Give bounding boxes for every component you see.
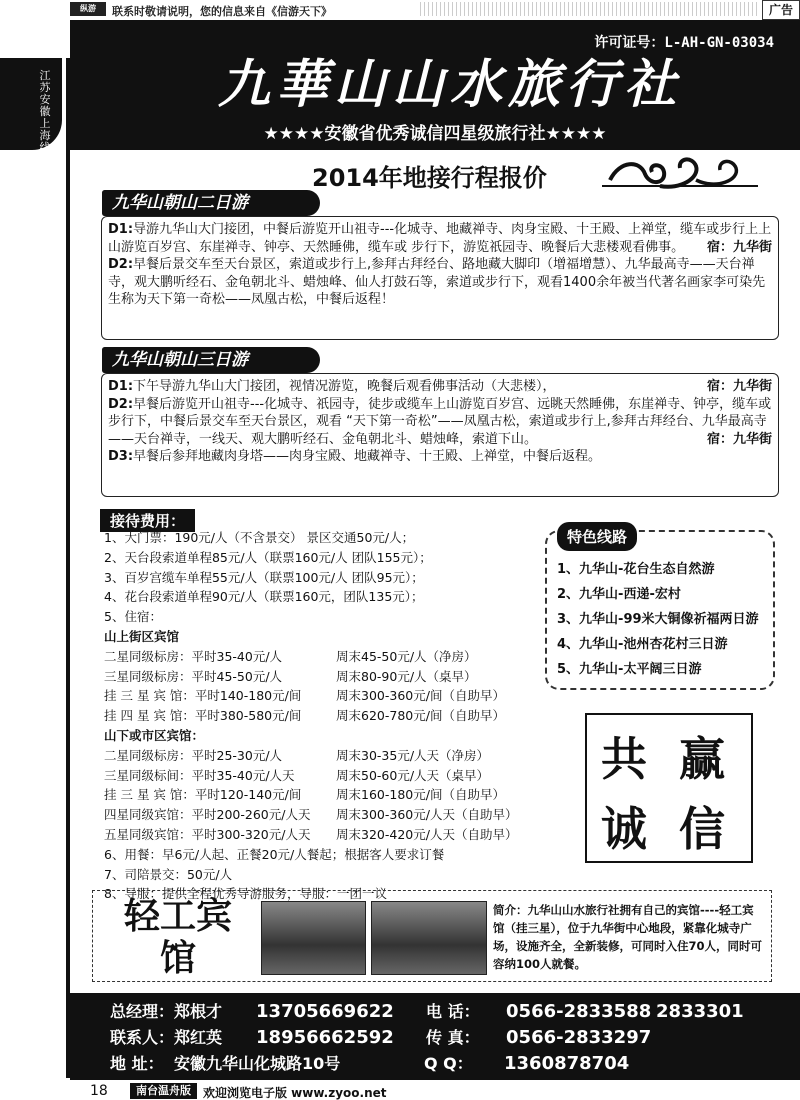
itinerary-day (108, 256, 772, 309)
itinerary-day (108, 448, 772, 466)
contact-label: 联系人： (110, 1028, 175, 1047)
featured-routes-list (557, 557, 759, 682)
hotel-rate-row (104, 825, 517, 845)
tour-two-day-title: 九华山朝山二日游 (102, 190, 320, 216)
agency-name: 九華山山水旅行社 (217, 54, 682, 115)
weekday-rate: 挂 三 星 宾 馆：平时120-140元/间 (104, 787, 302, 803)
fee-item: 7、司陪景交：50元/人 (104, 866, 233, 882)
itinerary-day (108, 378, 772, 396)
weekday-rate: 五星同级宾馆：平时300-320元/人天 (104, 826, 311, 842)
weekend-rate: 周末50-60元/人天（桌早） (336, 767, 490, 783)
tour-two-day-itinerary (101, 216, 779, 340)
decorative-pattern (420, 2, 760, 16)
address: 安徽九华山化城路10号 (174, 1054, 341, 1073)
motto-box (585, 713, 753, 863)
publisher-logo: 纵游 (70, 2, 106, 16)
motto-char: 赢 (679, 732, 725, 786)
weekend-rate: 周末30-35元/人天（净房） (336, 747, 490, 763)
day-label: D3: (108, 449, 134, 464)
fees-list (104, 528, 517, 904)
day-label: D1: (108, 379, 134, 394)
day-label: D1: (108, 222, 134, 237)
edition-badge: 南台温舟版 (130, 1083, 197, 1099)
route-item: 3、九华山-99米大铜像祈福两日游 (557, 612, 759, 627)
license-number: 许可证号：L-AH-GN-03034 (594, 35, 774, 51)
weekend-rate: 周末300-360元/人天（自助早） (336, 807, 518, 823)
hotel-panel (92, 890, 772, 982)
contact-phone: 18956662592 (256, 1027, 394, 1048)
cloud-ornament-icon (600, 150, 760, 194)
fee-item: 2、天台段索道单程85元/人（联票160元/人 团队155元）； (104, 549, 432, 565)
featured-routes (545, 530, 775, 690)
manager-phone: 13705669622 (256, 1001, 394, 1022)
fax-label: 传 真： (426, 1028, 480, 1047)
address-label: 地 址： (110, 1054, 164, 1073)
lodging: 宿：九华街 (706, 379, 772, 394)
weekday-rate: 三星同级标间：平时35-40元/人天 (104, 767, 295, 783)
agency-header (70, 20, 800, 150)
hotel-rate-row (104, 785, 517, 805)
contact-name: 郑红英 (174, 1028, 223, 1047)
weekday-rate: 四星同级宾馆：平时200-260元/人天 (104, 807, 311, 823)
fee-item: 8、导服：提供全程优秀导游服务，导服：一团一议 (104, 886, 387, 902)
weekday-rate: 三星同级标房：平时45-50元/人 (104, 668, 283, 684)
region-tab-label: 江苏安徽上海线 (39, 69, 51, 154)
route-item: 2、九华山-西递-宏村 (557, 587, 681, 602)
contact-row (110, 1051, 629, 1074)
motto-char: 信 (679, 802, 725, 856)
hotel-rate-row (104, 706, 517, 726)
featured-routes-title: 特色线路 (557, 522, 637, 551)
weekday-rate: 二星同级标房：平时35-40元/人 (104, 648, 283, 664)
hotel-name: 轻工宾馆 (123, 895, 232, 979)
weekday-rate: 挂 四 星 宾 馆：平时380-580元/间 (104, 708, 302, 724)
lodging: 宿：九华街 (706, 431, 772, 447)
manager-label: 总经理： (110, 1002, 175, 1021)
day-label: D2: (108, 257, 134, 272)
fee-item: 5、住宿： (104, 609, 162, 625)
page-title: 2014年地接行程报价 (312, 164, 547, 192)
qq-label: Q Q： (424, 1054, 473, 1073)
page-footer (0, 1082, 800, 1100)
hotel-rate-row (104, 647, 517, 667)
website-text: 欢迎浏览电子版 www.zyoo.net (203, 1086, 387, 1100)
day-text: 下午导游九华山大门接团，视情况游览，晚餐后观看佛事活动（大悲楼）， (133, 379, 556, 394)
day-text: 导游九华山大门接团，中餐后游览开山祖寺---化城寺、地藏禅寺、肉身宝殿、十王殿、上禅堂，缆车或步行上上山游览百岁宫、东崖禅寺、钟亭、天然睡佛，缆车或 步行下，游览祇园寺、晚餐后大悲楼观看佛事。 (108, 222, 772, 255)
contact-row (110, 1025, 651, 1048)
hotel-room-photo (261, 901, 366, 975)
hotel-rate-row (104, 766, 517, 786)
tour-three-day-title: 九华山朝山三日游 (102, 347, 320, 373)
contact-row (110, 999, 744, 1022)
side-rule (66, 58, 70, 1078)
tel-number: 0566-2833588 (506, 1001, 652, 1022)
source-notice: 联系时敬请说明，您的信息来自《信游天下》 (112, 5, 332, 18)
hotel-rate-row (104, 746, 517, 766)
weekend-rate: 周末45-50元/人（净房） (336, 648, 477, 664)
top-bar (0, 0, 800, 20)
day-text: 早餐后游览开山祖寺---化城寺、祇园寺，徒步或缆车上山游览百岁宫、远眺天然睡佛，东崖禅寺、钟亭，缆车或步行下，中餐后景交车至天台景区，观看 “天下第一奇松”——凤凰古松，索道或步行上,参拜古拜经台、九华最高寺——天台禅寺，一线天、观大鹏听经石、金龟朝北斗、蜡烛峰，索道下山。 (108, 396, 772, 447)
motto-char: 诚 (601, 802, 647, 856)
hotel-description: 简介：九华山山水旅行社拥有自己的宾馆----轻工宾馆（挂三星），位于九华街中心地段，紧靠化城寺广场，设施齐全，全新装修，可同时入住70人，同时可容纳100人就餐。 (493, 903, 763, 971)
city-hotels-heading: 山下或市区宾馆： (104, 727, 205, 743)
fees-heading: 接待费用： (100, 509, 195, 532)
weekend-rate: 周末620-780元/间（自助早） (336, 708, 505, 724)
itinerary-day (108, 396, 772, 449)
fee-item: 1、大门票：190元/人（不含景交） 景区交通50元/人； (104, 530, 415, 545)
weekday-rate: 二星同级标房：平时25-30元/人 (104, 747, 283, 763)
weekend-rate: 周末300-360元/间（自助早） (336, 688, 505, 704)
route-item: 5、九华山-太平阔三日游 (557, 662, 702, 677)
lodging: 宿：九华街 (706, 239, 772, 255)
weekend-rate: 周末160-180元/间（自助早） (336, 787, 505, 803)
page-number: 18 (90, 1083, 108, 1099)
weekend-rate: 周末80-90元/人（桌早） (336, 668, 477, 684)
fee-item: 6、用餐：早6元/人起、正餐20元/人餐起；根据客人要求订餐 (104, 846, 445, 862)
fee-item: 4、花台段索道单程90元/人（联票160元，团队135元）； (104, 589, 424, 605)
ad-label: 广告 (762, 0, 800, 20)
hotel-rate-row (104, 805, 517, 825)
hotel-rate-row (104, 667, 517, 687)
region-tab (0, 58, 62, 154)
motto-char: 共 (601, 732, 647, 786)
qq-number: 1360878704 (504, 1053, 630, 1074)
hotel-lobby-photo (371, 901, 487, 975)
tour-three-day-itinerary (101, 373, 779, 497)
hotel-rate-row (104, 686, 517, 706)
day-label: D2: (108, 396, 134, 412)
itinerary-day (108, 221, 772, 256)
fax-number: 0566-2833297 (506, 1027, 652, 1048)
route-item: 4、九华山-池州杏花村三日游 (557, 637, 728, 652)
contact-panel (70, 993, 800, 1080)
day-text: 早餐后景交车至天台景区，索道或步行上,参拜古拜经台、路地藏大脚印（增福增慧）、九华最高寺——天台禅寺，观大鹏听经石、金龟朝北斗、蜡烛峰、仙人打鼓石等，索道或步行下，观看1400余年被当代著名画家李可染先生称为天下第一奇松——凤凰古松，中餐后返程！ (108, 257, 766, 307)
mountain-hotels-heading: 山上街区宾馆 (104, 628, 180, 644)
tel-label: 电 话： (426, 1002, 480, 1021)
tel-number-2: 2833301 (656, 1001, 744, 1022)
weekend-rate: 周末320-420元/人天（自助早） (336, 826, 518, 842)
day-text: 早餐后参拜地藏肉身塔——肉身宝殿、地藏禅寺、十王殿、上禅堂，中餐后返程。 (133, 449, 602, 464)
agency-rating: ★★★★安徽省优秀诚信四星级旅行社★★★★ (263, 124, 607, 144)
weekday-rate: 挂 三 星 宾 馆：平时140-180元/间 (104, 688, 302, 704)
fee-item: 3、百岁宫缆车单程55元/人（联票100元/人 团队95元）； (104, 569, 424, 585)
route-item: 1、九华山-花台生态自然游 (557, 562, 715, 577)
manager-name: 郑根才 (174, 1002, 223, 1021)
